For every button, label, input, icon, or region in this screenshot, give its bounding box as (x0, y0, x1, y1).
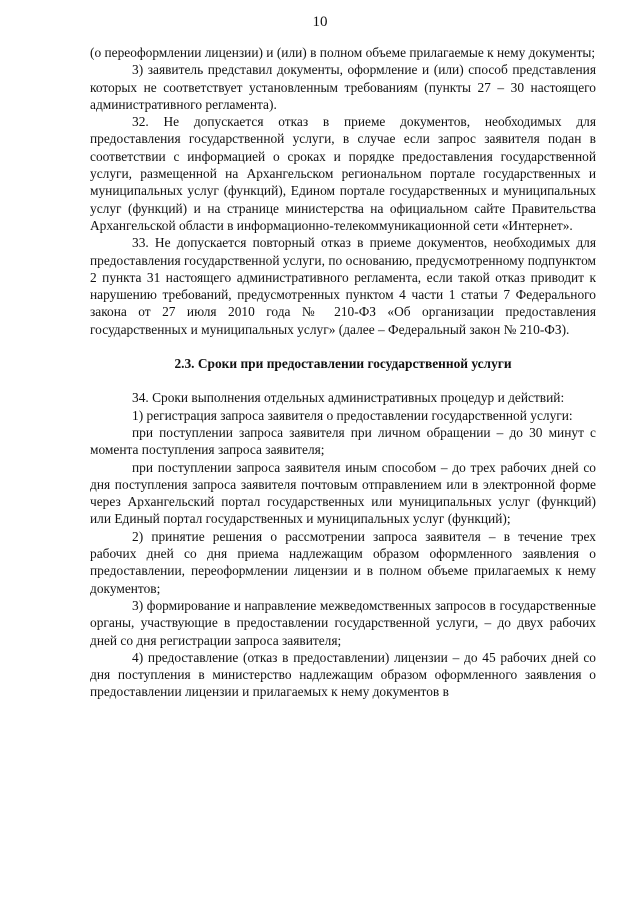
paragraph-34-item-3: 3) формирование и направление межведомственных запросов в государственные органы, участвующие в предоставлении государственной услуги, – до двух рабочих дней со дня регистрации запроса заявителя; (90, 597, 596, 648)
paragraph-34-item-1: 1) регистрация запроса заявителя о предоставлении государственной услуги: (132, 407, 573, 423)
paragraph-34-item-1-personal: при поступлении запроса заявителя при личном обращении – до 30 минут с момента поступления запроса заявителя; (90, 424, 596, 458)
section-heading: 2.3. Сроки при предоставлении государственной услуги (174, 356, 512, 372)
paragraph-34-item-1-other: при поступлении запроса заявителя иным способом – до трех рабочих дней со дня поступления запроса заявителя почтовым отправлением или в электронной форме через Архангельский портал государственных или муниципальных услуг (функций) или Единый портал государственных и муниципальных услуг (функций); (90, 459, 596, 527)
paragraph-32: 32. Не допускается отказ в приеме документов, необходимых для предоставления государственной услуги, в случае если запрос заявителя подан в соответствии с информацией о сроках и порядке предоставления государственной услуги, размещенной на Архангельском региональном портале государственных и муниципальных услуг (функций), Едином портале государственных и муниципальных услуг (функций) и на странице министерства на официальном сайте Правительства Архангельской области в информационно-телекоммуникационной сети «Интернет». (90, 114, 596, 233)
page-number: 10 (312, 14, 328, 30)
paragraph-33: 33. Не допускается повторный отказ в приеме документов, необходимых для предоставления государственной услуги, по основанию, предусмотренному подпунктом 2 пункта 31 настоящего административного регламента, если такой отказ приводит к нарушению требований, предусмотренных пунктом 4 части 1 статьи 7 Федерального закона от 27 июля 2010 года № 210-ФЗ «Об организации предоставления государственных и муниципальных услуг» (далее – Федеральный закон № 210-ФЗ). (90, 235, 596, 337)
paragraph-34: 34. Сроки выполнения отдельных административных процедур и действий: (132, 390, 565, 406)
paragraph-item-3: 3) заявитель представил документы, оформление и (или) способ представления которых не соответствует установленным требованиям (пункты 27 – 30 настоящего административного регламента). (90, 62, 596, 112)
paragraph-34-item-2: 2) принятие решения о рассмотрении запроса заявителя – в течение трех рабочих дней со дня приема надлежащим образом оформленного заявления о предоставлении, переоформлении лицензии и в полном объеме прилагаемых к нему документов; (90, 528, 596, 596)
paragraph-continuation: (о переоформлении лицензии) и (или) в полном объеме прилагаемые к нему документы; (90, 45, 596, 60)
paragraph-34-item-4: 4) предоставление (отказ в предоставлении) лицензии – до 45 рабочих дней со дня поступления в министерство надлежащим образом оформленного заявления о предоставлении лицензии и прилагаемых к нему документов в (90, 649, 596, 700)
document-body (90, 44, 596, 701)
